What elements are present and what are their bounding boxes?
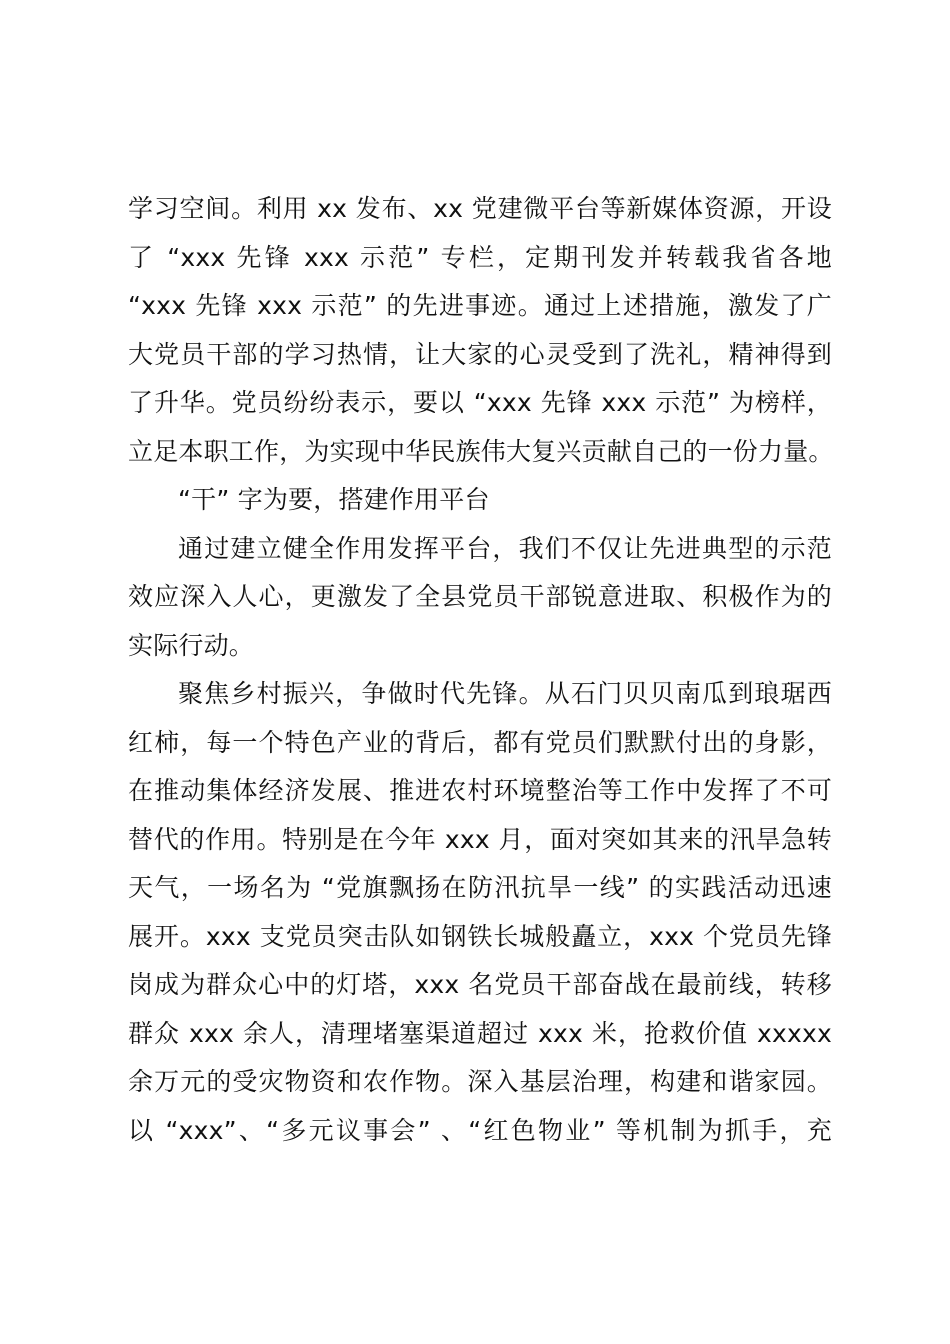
text-line: 天气，一场名为 “党旗飘扬在防汛抗旱一线” 的实践活动迅速: [128, 873, 832, 902]
text-line: 通过建立健全作用发挥平台，我们不仅让先进典型的示范: [178, 533, 832, 563]
text-line: 余万元的受灾物资和农作物。深入基层治理，构建和谐家园。: [128, 1067, 832, 1096]
text-line: 群众 xxx 余人，清理堵塞渠道超过 xxx 米，抢救价值 xxxxx: [128, 1018, 832, 1048]
text-line: 替代的作用。特别是在今年 xxx 月，面对突如其来的汛旱急转: [128, 824, 832, 854]
text-line: 学习空间。利用 xx 发布、xx 党建微平台等新媒体资源，开设: [128, 194, 832, 223]
text-line: 效应深入人心，更激发了全县党员干部锐意进取、积极作为的: [128, 582, 832, 611]
text-line: 了 “xxx 先锋 xxx 示范” 专栏，定期刊发并转载我省各地: [128, 242, 832, 272]
text-line: 展开。xxx 支党员突击队如钢铁长城般矗立，xxx 个党员先锋: [128, 921, 832, 951]
body-text: [128, 185, 832, 1155]
text-line: 岗成为群众心中的灯塔，xxx 名党员干部奋战在最前线，转移: [128, 970, 832, 999]
section-heading: “干” 字为要，搭建作用平台: [178, 485, 490, 514]
text-line: 大党员干部的学习热情，让大家的心灵受到了洗礼，精神得到: [128, 339, 832, 369]
text-line: 在推动集体经济发展、推进农村环境整治等工作中发挥了不可: [128, 776, 832, 805]
text-line: 实际行动。: [128, 630, 255, 660]
text-line: “xxx 先锋 xxx 示范” 的先进事迹。通过上述措施，激发了广: [128, 291, 832, 320]
text-line: 红柿，每一个特色产业的背后，都有党员们默默付出的身影，: [128, 727, 832, 757]
text-line: 以 “xxx”、“多元议事会” 、“红色物业” 等机制为抓手，充: [128, 1115, 832, 1145]
text-line: 聚焦乡村振兴，争做时代先锋。从石门贝贝南瓜到琅琚西: [178, 679, 832, 708]
text-line: 了升华。党员纷纷表示，要以 “xxx 先锋 xxx 示范” 为榜样，: [128, 388, 832, 417]
text-line: 立足本职工作，为实现中华民族伟大复兴贡献自己的一份力量。: [128, 436, 834, 466]
